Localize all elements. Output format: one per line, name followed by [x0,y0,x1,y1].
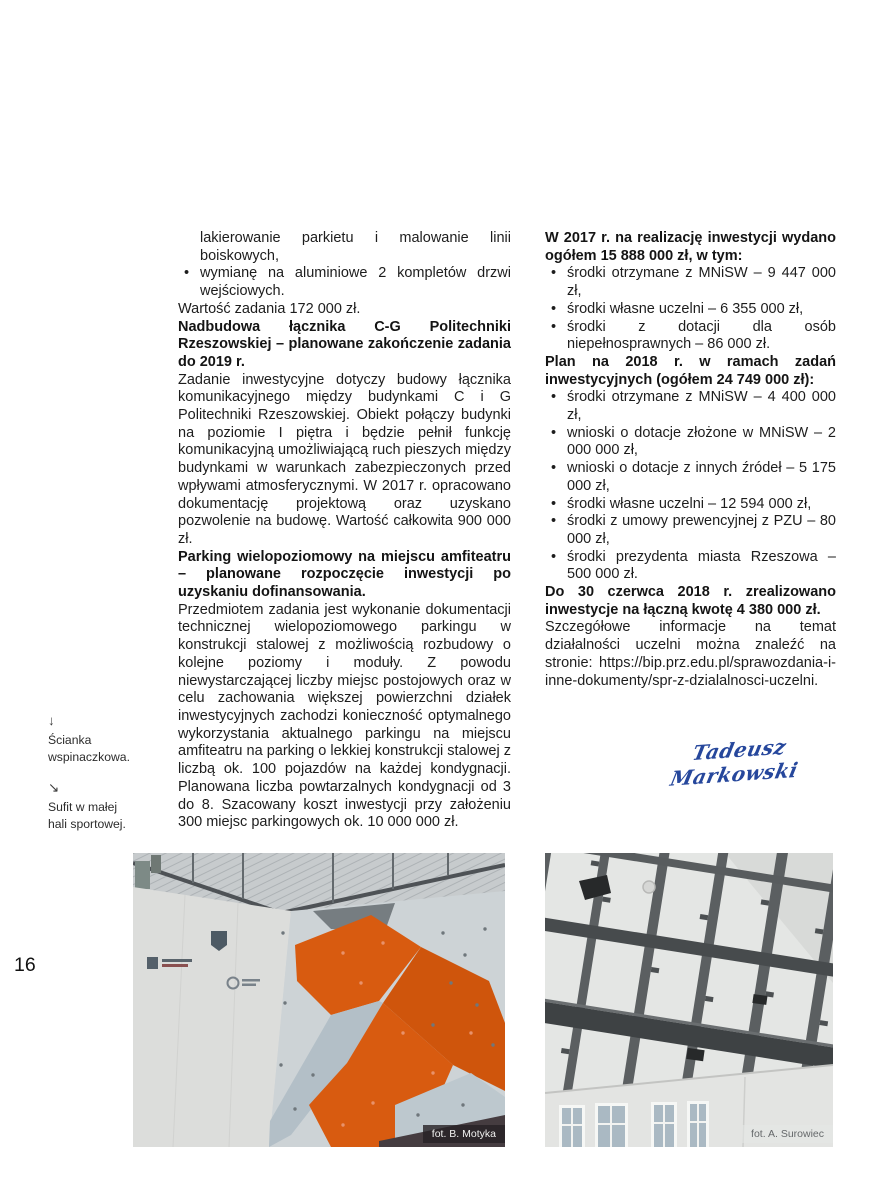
list-item: • środki otrzymane z MNiSW – 4 400 000 zł, [545,389,836,424]
realized-investments-line: Do 30 czerwca 2018 r. zrealizowano inwestycje na łączną kwotę 4 380 000 zł. [545,584,836,618]
margin-note-hall-ceiling [48,779,166,833]
photo-climbing-wall [133,853,505,1147]
list-item: • wnioski o dotacje z innych źródeł – 5 175 000 zł, [545,460,836,495]
down-right-arrow-icon: ↘ [48,780,60,795]
task-value-line: Wartość zadania 172 000 zł. [178,300,361,317]
rector-signature [626,730,847,797]
list-item-continuation: lakierowanie parkietu i malowanie linii boiskowych, [200,230,511,264]
spending-2017-heading: W 2017 r. na realizację inwestycji wydano ogółem 15 888 000 zł, w tym: [545,230,836,264]
hall-ceiling-illustration [545,853,833,1147]
left-wall [133,887,291,1147]
photo-credit: fot. A. Surowiec [742,1125,833,1143]
section-heading-parking: Parking wielopoziomowy na miejscu amfiteatru – planowane rozpoczęcie inwestycji po uzyskaniu dofinansowania. [178,548,511,601]
section-body-parking: Przedmiotem zadania jest wykonanie dokumentacji technicznej wielopoziomowego parkingu w konstrukcji stalowej z możliwością rozbudowy o kolejne poziomy i moduły. Z powodu niewystarczającej liczby miejsc postojowych oraz w celu zachowania większej powierzchni działek inwestycyjnych zachodzi konieczność optymalnego wykorzystania aktualnego parkingu na miejscu amfiteatru na parking o lekkiej konstrukcji stalowej z liczbą ok. 100 pojazdów na każdej kondygnacji. Planowana liczba powtarzalnych kondygnacji od 3 do 8. Szacowany koszt inwestycji przy założeniu 300 miejsc parkingowych ok. 10 000 000 zł. [178,601,511,831]
list-item: • wnioski o dotacje złożone w MNiSW – 2 000 000 zł, [545,425,836,460]
margin-note-climbing-wall [48,712,166,766]
plan-2018-heading: Plan na 2018 r. w ramach zadań inwestycyjnych (ogółem 24 749 000 zł): [545,353,836,388]
margin-note-line: Ścianka [48,733,92,747]
list-item: • środki otrzymane z MNiSW – 9 447 000 zł, [545,265,836,300]
page-number: 16 [14,954,36,976]
list-item: • środki własne uczelni – 12 594 000 zł, [545,496,836,514]
margin-note-line: Sufit w małej [48,800,118,814]
down-arrow-icon: ↓ [48,713,55,728]
more-info-line: Szczegółowe informacje na temat działalności uczelni można znaleźć na stronie: https://bip.prz.edu.pl/sprawozdania-i-inne-dokumenty/spr-z-dzialalnosci-uczelni. [545,619,836,689]
section-body-nadbudowa: Zadanie inwestycyjne dotyczy budowy łącznika komunikacyjnego między budynkami C i G Politechniki Rzeszowskiej. Obiekt połączy budynki na poziomie I piętra i będzie pełnił funkcję komunikacyjną umożliwiającą ruch pieszych między budynkami w warunkach zabezpieczonych przed wpływami atmosferycznymi. W 2017 r. opracowano dokumentację projektową oraz uzyskano pozwolenie na budowę. Wartość całkowita 900 000 zł. [178,371,511,547]
climbing-wall-illustration [133,853,505,1147]
renovation-scope-list [178,230,511,301]
climbing-wall-facets [269,891,505,1147]
section-heading-nadbudowa: Nadbudowa łącznika C-G Politechniki Rzeszowskiej – planowane zakończenie zadania do 2019 r. [178,318,511,370]
photo-credit: fot. B. Motyka [423,1125,505,1143]
list-item: • środki z dotacji dla osób niepełnosprawnych – 86 000 zł. [545,319,836,354]
spending-2017-list [545,265,836,354]
photo-sports-hall-ceiling [545,853,833,1147]
plan-2018-list [545,389,836,584]
left-text-column [178,230,511,832]
signature-text: Tadeusz Markowski [668,734,801,791]
list-item: • środki własne uczelni – 6 355 000 zł, [545,301,836,319]
ceiling-sensor [643,881,655,893]
margin-note-line: wspinaczkowa. [48,750,130,764]
list-item: • środki z umowy prewencyjnej z PZU – 80 000 zł, [545,513,836,548]
list-item: • środki prezydenta miasta Rzeszowa – 500 000 zł. [545,549,836,584]
right-text-column [545,230,836,690]
photo-margin-notes [48,712,166,833]
margin-note-line: hali sportowej. [48,817,126,831]
list-item: • wymianę na aluminiowe 2 kompletów drzwi wejściowych. [178,265,511,300]
